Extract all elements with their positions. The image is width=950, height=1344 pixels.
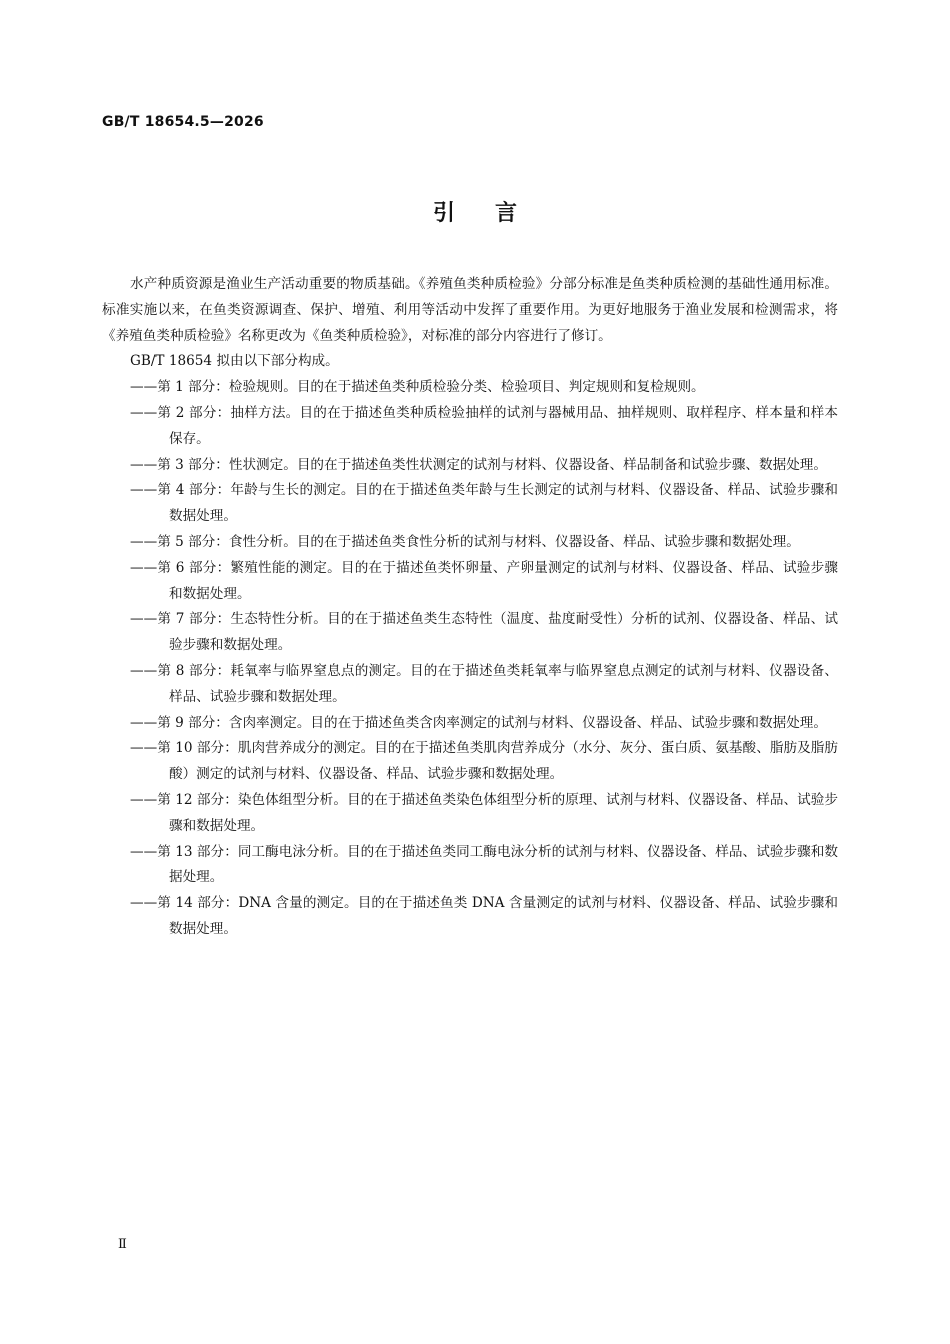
list-item-part-6: ——第 6 部分：繁殖性能的测定。目的在于描述鱼类怀卵量、产卵量测定的试剂与材料、仪器设备、样品、试验步骤和数据处理。 [130, 559, 838, 602]
list-item-part-7: ——第 7 部分：生态特性分析。目的在于描述鱼类生态特性（温度、盐度耐受性）分析的试剂、仪器设备、样品、试验步骤和数据处理。 [130, 611, 838, 654]
list-item-part-5: ——第 5 部分：食性分析。目的在于描述鱼类食性分析的试剂与材料、仪器设备、样品、试验步骤和数据处理。 [130, 533, 800, 550]
list-item-part-8: ——第 8 部分：耗氧率与临界窒息点的测定。目的在于描述鱼类耗氧率与临界窒息点测定的试剂与材料、仪器设备、样品、试验步骤和数据处理。 [130, 662, 838, 705]
list-item-part-4: ——第 4 部分：年龄与生长的测定。目的在于描述鱼类年龄与生长测定的试剂与材料、仪器设备、样品、试验步骤和数据处理。 [130, 482, 838, 525]
list-item-part-9: ——第 9 部分：含肉率测定。目的在于描述鱼类含肉率测定的试剂与材料、仪器设备、样品、试验步骤和数据处理。 [130, 714, 827, 731]
intro-paragraph: 水产种质资源是渔业生产活动重要的物质基础。《养殖鱼类种质检验》分部分标准是鱼类种质检测的基础性通用标准。标准实施以来，在鱼类资源调查、保护、增殖、利用等活动中发挥了重要作用。为更好地服务于渔业发展和检测需求，将《养殖鱼类种质检验》名称更改为《鱼类种质检验》，对标准的部分内容进行了修订。 [102, 276, 838, 344]
list-item-part-3: ——第 3 部分：性状测定。目的在于描述鱼类性状测定的试剂与材料、仪器设备、样品制备和试验步骤、数据处理。 [130, 456, 827, 473]
list-item-part-14: ——第 14 部分：DNA 含量的测定。目的在于描述鱼类 DNA 含量测定的试剂与材料、仪器设备、样品、试验步骤和数据处理。 [130, 895, 838, 937]
standard-code: GB/T 18654.5—2026 [102, 114, 264, 130]
list-item-part-2: ——第 2 部分：抽样方法。目的在于描述鱼类种质检验抽样的试剂与器械用品、抽样规则、取样程序、样本量和样本保存。 [130, 404, 838, 447]
list-item-part-12: ——第 12 部分：染色体组型分析。目的在于描述鱼类染色体组型分析的原理、试剂与材料、仪器设备、样品、试验步骤和数据处理。 [130, 791, 838, 834]
parts-list [102, 375, 838, 943]
list-item-part-10: ——第 10 部分：肌肉营养成分的测定。目的在于描述鱼类肌肉营养成分（水分、灰分、蛋白质、氨基酸、脂肪及脂肪酸）测定的试剂与材料、仪器设备、样品、试验步骤和数据处理。 [130, 740, 838, 783]
parts-intro: GB/T 18654 拟由以下部分构成。 [130, 353, 339, 370]
document-body [102, 272, 838, 943]
page-title: 引言 [432, 201, 557, 226]
page-number: Ⅱ [118, 1237, 127, 1252]
list-item-part-13: ——第 13 部分：同工酶电泳分析。目的在于描述鱼类同工酶电泳分析的试剂与材料、仪器设备、样品、试验步骤和数据处理。 [130, 843, 838, 886]
list-item-part-1: ——第 1 部分：检验规则。目的在于描述鱼类种质检验分类、检验项目、判定规则和复检规则。 [130, 379, 705, 396]
